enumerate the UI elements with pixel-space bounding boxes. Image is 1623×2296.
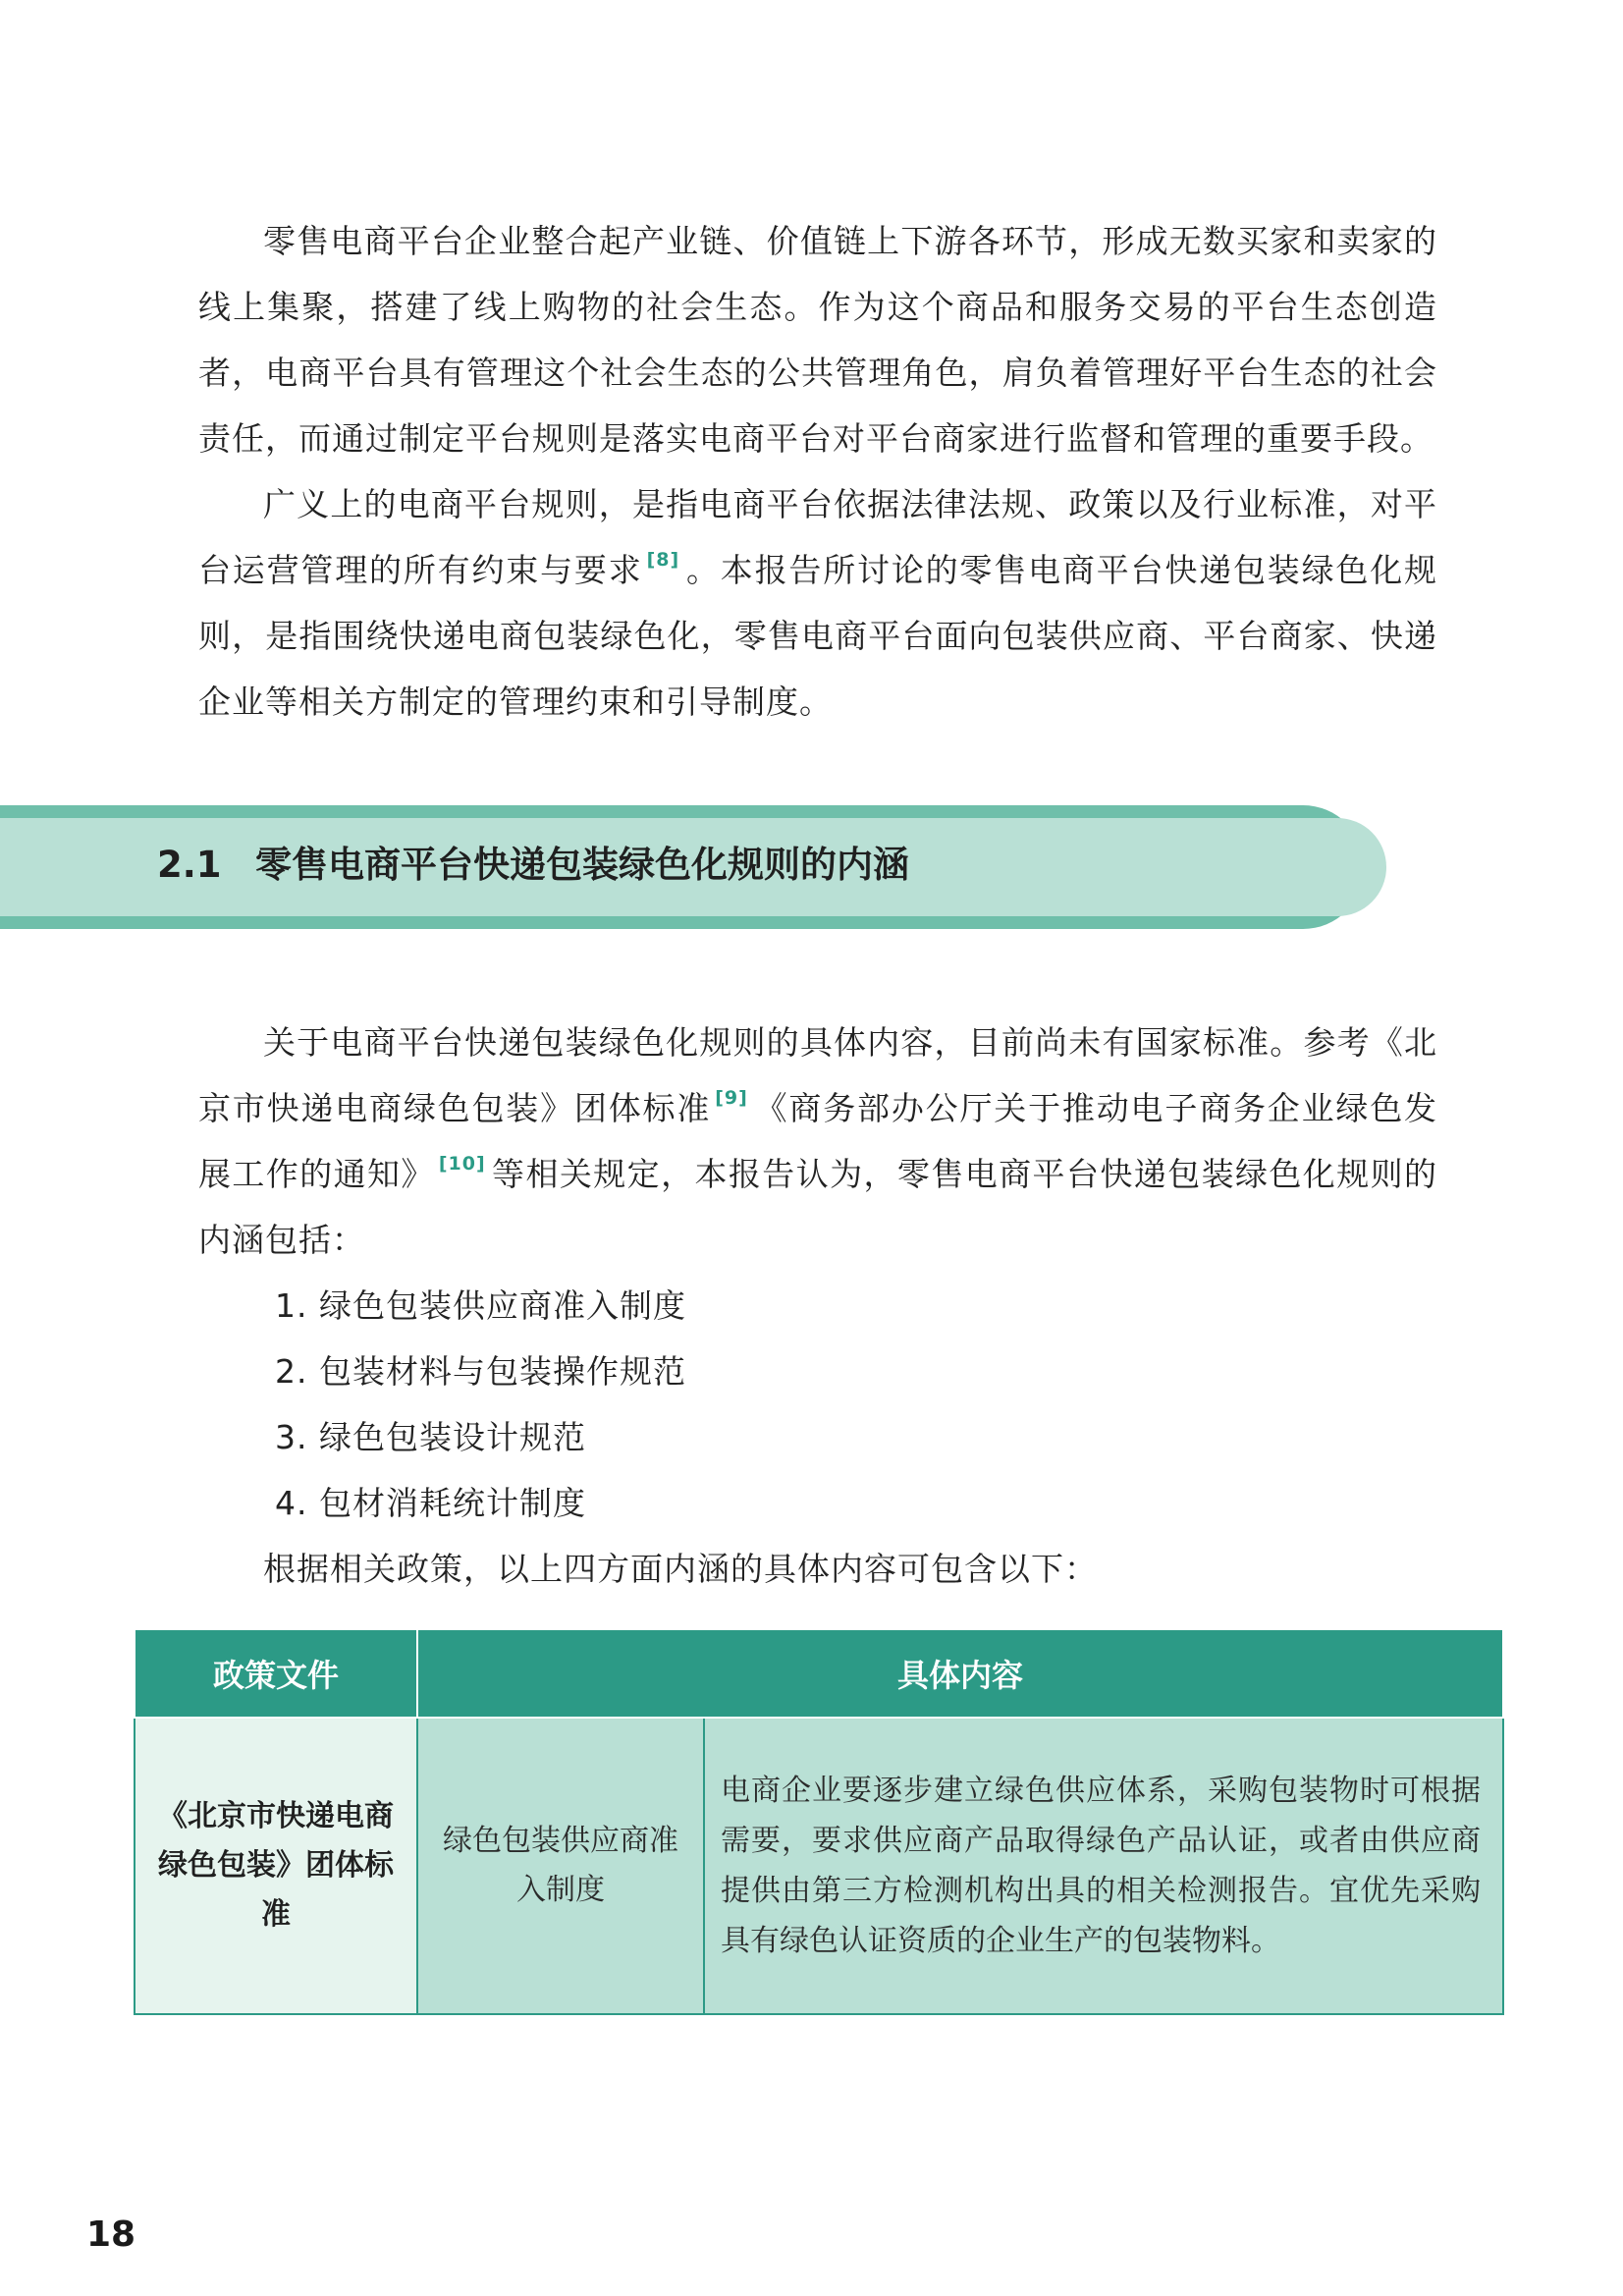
section-closing-paragraph: 根据相关政策，以上四方面内涵的具体内容可包含以下： xyxy=(263,1550,1098,1588)
cell-detail: 电商企业要逐步建立绿色供应体系，采购包装物时可根据需要，要求供应商产品取得绿色产品认证，或者由供应商提供由第三方检测机构出具的相关检测报告。宜优先采购具有绿色认证资质的企业生产的包装物料。 xyxy=(704,1718,1503,2014)
section-paragraph-1 xyxy=(198,1010,1437,1273)
intro-paragraph-2 xyxy=(198,471,1437,735)
page-number: 18 xyxy=(86,2214,136,2255)
table-row xyxy=(135,1718,1503,2014)
cell-category: 绿色包装供应商准入制度 xyxy=(417,1718,704,2014)
list-item: 3. 绿色包装设计规范 xyxy=(275,1418,586,1456)
section-number: 2.1 xyxy=(157,844,222,886)
footnote-ref-9: [9] xyxy=(715,1087,748,1109)
cell-policy-document: 《北京市快递电商绿色包装》团体标准 xyxy=(135,1718,417,2014)
intro-paragraph-2-text-a: 广义上的电商平台规则，是指电商平台依据法律法规、政策以及行业标准，对平台运营管理的所有约束与要求 xyxy=(198,485,1437,589)
intro-paragraph-2-text-b: 。本报告所讨论的零售电商平台快递包装绿色化规则，是指围绕快递电商包装绿色化，零售电商平台面向包装供应商、平台商家、快递企业等相关方制定的管理约束和引导制度。 xyxy=(198,551,1438,721)
header-specific-content: 具体内容 xyxy=(417,1629,1503,1718)
intro-text xyxy=(198,208,1437,735)
intro-paragraph-1: 零售电商平台企业整合起产业链、价值链上下游各环节，形成无数买家和卖家的线上集聚，搭建了线上购物的社会生态。作为这个商品和服务交易的平台生态创造者，电商平台具有管理这个社会生态的公共管理角色，肩负着管理好平台生态的社会责任，而通过制定平台规则是落实电商平台对平台商家进行监督和管理的重要手段。 xyxy=(198,222,1437,458)
list-item: 1. 绿色包装供应商准入制度 xyxy=(275,1286,686,1325)
section-body xyxy=(198,1010,1437,1602)
list-item: 2. 包装材料与包装操作规范 xyxy=(275,1352,686,1391)
section-title: 零售电商平台快递包装绿色化规则的内涵 xyxy=(255,844,909,886)
list-item: 4. 包材消耗统计制度 xyxy=(275,1484,586,1522)
section-paragraph-1-text-c: 等相关规定，本报告认为，零售电商平台快递包装绿色化规则的内涵包括： xyxy=(198,1155,1438,1259)
footnote-ref-8: [8] xyxy=(646,549,680,571)
section-paragraph-1-text-b: 《商务部办公厅关于推动电子商务企业绿色发展工作的通知》 xyxy=(198,1089,1438,1193)
section-paragraph-1-text-a: 关于电商平台快递包装绿色化规则的具体内容，目前尚未有国家标准。参考《北京市快递电商绿色包装》团体标准 xyxy=(198,1023,1437,1127)
footnote-ref-10: [10] xyxy=(438,1153,486,1175)
section-banner xyxy=(0,805,1386,929)
header-policy-document: 政策文件 xyxy=(135,1629,417,1718)
policy-table xyxy=(134,1628,1504,2015)
table-header-row xyxy=(135,1629,1503,1718)
